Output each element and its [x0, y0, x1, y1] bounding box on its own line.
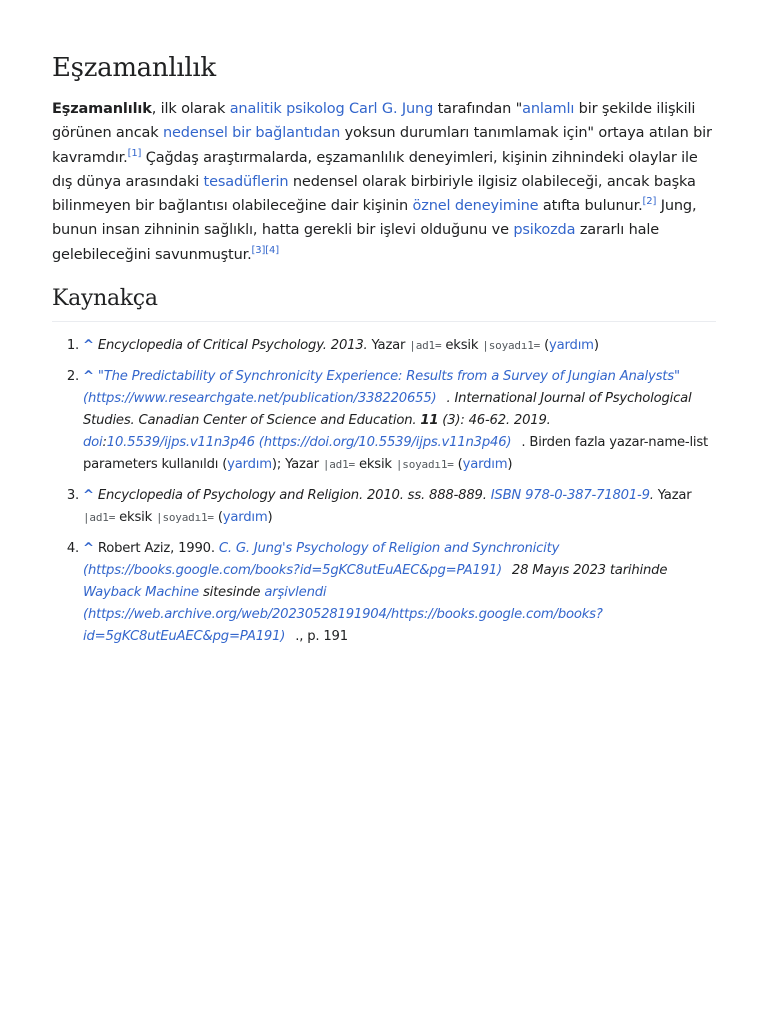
footnote-ref-3[interactable]: [3] [251, 244, 266, 256]
ref-text: eksik [115, 510, 157, 526]
backlink-caret[interactable]: ^ [83, 488, 94, 504]
ref-text: eksik [441, 338, 483, 354]
lead-text: tarafından " [433, 101, 523, 117]
ref-text: eksik [354, 457, 396, 473]
section-heading-references: Kaynakça [52, 285, 716, 322]
ref-text: ( [540, 338, 550, 354]
param-code: |soyadı1= [482, 339, 541, 353]
ref-text: ) [507, 457, 513, 473]
ref-text: 28 Mayıs 2023 tarihinde [511, 563, 668, 579]
ref-author: Robert Aziz, 1990. [97, 541, 219, 557]
ref-text: . Birden fazla yazar-name-list parameters kullanıldı ( [83, 435, 709, 473]
ref-text: : [102, 435, 107, 451]
lead-text: , ilk olarak [151, 101, 230, 117]
param-code: |ad1= [83, 511, 116, 525]
ref-text: ( [213, 510, 223, 526]
isbn-link[interactable]: ISBN 978-0-387-71801-9 [490, 488, 650, 504]
backlink-caret[interactable]: ^ [83, 369, 94, 385]
wayback-machine-link[interactable]: Wayback Machine [83, 585, 199, 601]
param-code: |ad1= [322, 458, 355, 472]
lead-text: atıfta bulunur. [538, 198, 643, 215]
ref-text: Yazar [653, 488, 692, 504]
backlink-caret[interactable]: ^ [83, 338, 94, 354]
ref-text: ( [453, 457, 463, 473]
link-anlamli[interactable]: anlamlı [522, 101, 575, 117]
param-code: |soyadı1= [156, 511, 214, 525]
external-link-doi[interactable]: 10.5539/ijps.v11n3p46 (https://doi.org/10.5539/ijps.v11n3p46) [106, 435, 512, 451]
lead-text: Çağdaş araştırmalarda, eşzamanlılık deneyimleri, kişinin zihnindeki olaylar ile dış dünya arasındaki [52, 149, 698, 190]
reference-item-1 [83, 335, 716, 357]
archive-link[interactable]: arşivlendi (https://web.archive.org/web/20230528191904/https://books.google.com/books?id=5gKC8utEuAEC&pg=PA191) [83, 585, 603, 645]
link-carl-jung[interactable]: Carl G. Jung [349, 101, 434, 117]
ref-text: Yazar [367, 338, 410, 354]
reference-list [52, 335, 716, 648]
lead-text: yoksun durumları tanımlamak için" ortaya atılan bir kavramdır. [52, 125, 712, 166]
ref-volume: 11 [420, 413, 439, 429]
ref-text: . [649, 488, 654, 504]
lead-paragraph [52, 97, 716, 267]
reference-item-3 [83, 485, 716, 529]
help-link[interactable]: yardım [549, 338, 594, 354]
link-nedensel[interactable]: nedensel bir bağlantıdan [162, 125, 341, 142]
lead-text: nedensel olarak birbiriyle ilgisiz olabileceği, ancak başka bilinmeyen bir bağlantısı olabileceğine dair kişinin [52, 173, 696, 215]
lead-text: bir şekilde ilişkili görünen ancak [52, 101, 696, 142]
page-title: Eşzamanlılık [52, 53, 216, 83]
lead-text: zararlı hale gelebileceğini savunmuştur. [52, 222, 660, 263]
ref-work-title: Encyclopedia of Critical Psychology. 2013. [97, 338, 368, 354]
ref-work-title: Encyclopedia of Psychology and Religion. 2010. ss. 888-889. [97, 488, 491, 504]
param-code: |ad1= [409, 339, 442, 353]
ref-text: ) [593, 338, 599, 354]
param-code: |soyadı1= [395, 458, 454, 472]
footnote-ref-2[interactable]: [2] [642, 196, 657, 208]
footnote-ref-4[interactable]: [4] [265, 244, 279, 256]
footnote-ref-1[interactable]: [1] [127, 147, 142, 159]
lead-term: Eşzamanlılık [52, 101, 152, 117]
help-link[interactable]: yardım [222, 510, 268, 526]
help-link[interactable]: yardım [462, 457, 508, 473]
link-psikoz[interactable]: psikozda [513, 222, 576, 239]
ref-text: ); Yazar [271, 457, 323, 473]
ref-issue: (3): 46-62. 2019. [438, 413, 551, 429]
ref-text: sitesinde [198, 585, 265, 601]
link-tesaduf[interactable]: tesadüflerin [203, 173, 289, 190]
link-analitik-psikolog[interactable]: analitik psikolog [229, 101, 345, 117]
doi-label-link[interactable]: doi [83, 435, 103, 451]
lead-text: Jung, bunun insan zihninin sağlıklı, hatta gerekli bir işlevi olduğunu ve [52, 198, 697, 239]
link-oznel-deneyim[interactable]: öznel deneyimine [412, 198, 539, 215]
ref-text: ., p. 191 [295, 629, 348, 645]
reference-item-2 [83, 366, 716, 476]
external-link-researchgate[interactable]: "The Predictability of Synchronicity Experience: Results from a Survey of Jungian Analysts" (https://www.researchgate.net/publication/338220655) [83, 369, 680, 407]
external-link-google-books[interactable]: C. G. Jung's Psychology of Religion and Synchronicity (https://books.google.com/books?id=5gKC8utEuAEC&pg=PA191) [83, 541, 560, 579]
ref-text: ) [267, 510, 273, 526]
reference-item-4 [83, 538, 716, 648]
backlink-caret[interactable]: ^ [83, 541, 94, 557]
ref-journal: . International Journal of Psychological Studies. Canadian Center of Science and Education. [83, 391, 692, 429]
help-link[interactable]: yardım [227, 457, 272, 473]
